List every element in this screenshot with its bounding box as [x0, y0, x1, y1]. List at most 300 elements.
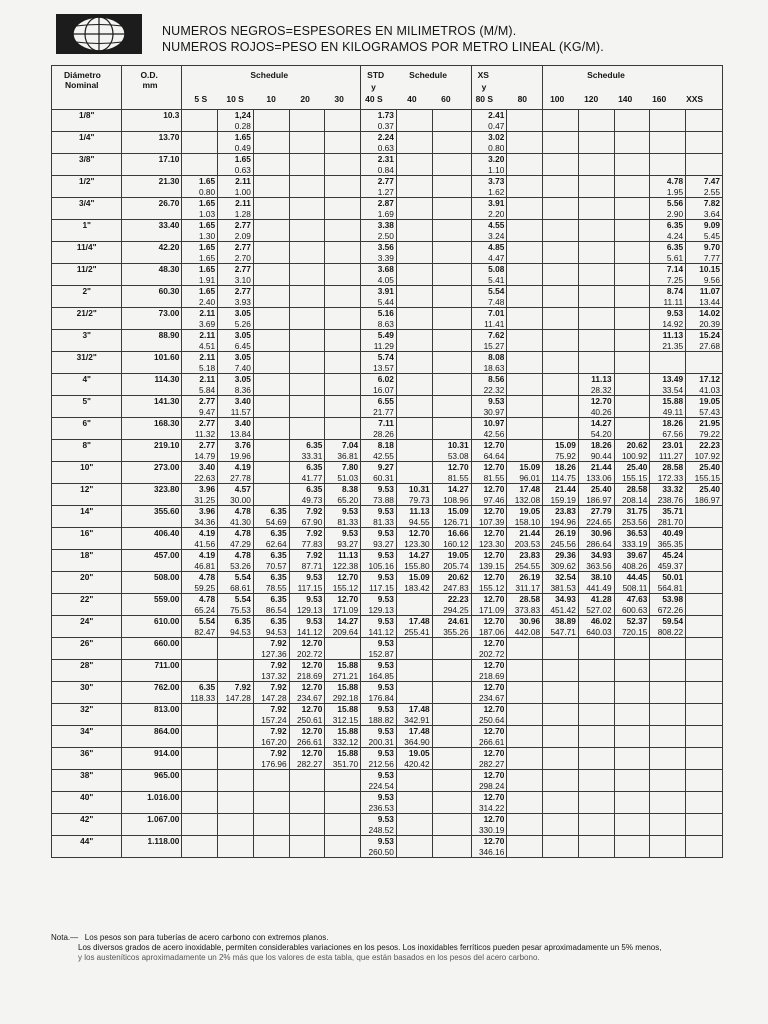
weight-cell: 0.80 [182, 187, 218, 198]
weight-cell [614, 209, 650, 220]
weight-cell: 27.68 [686, 341, 723, 352]
thickness-cell [543, 704, 579, 715]
thickness-cell: 9.70 [686, 242, 723, 253]
thickness-cell: 9.53 [361, 682, 397, 693]
weight-cell [578, 759, 614, 770]
thickness-cell [432, 176, 471, 187]
outside-diameter-cell: 10.3 [122, 110, 182, 132]
thickness-cell: 5.54 [471, 286, 507, 297]
weight-cell [432, 209, 471, 220]
thickness-cell [432, 110, 471, 121]
nominal-diameter-cell: 1/8" [52, 110, 122, 132]
weight-cell: 167.20 [253, 737, 289, 748]
weight-cell [396, 781, 432, 792]
thickness-cell [543, 154, 579, 165]
legend-line-red: NUMEROS ROJOS=PESO EN KILOGRAMOS POR METRO LINEAL (KG/M). [162, 40, 604, 54]
weight-cell [253, 407, 289, 418]
thickness-cell [578, 154, 614, 165]
weight-cell [614, 143, 650, 154]
thickness-cell: 18.26 [578, 440, 614, 451]
thickness-cell [614, 638, 650, 649]
thickness-cell: 11.13 [650, 330, 686, 341]
thickness-cell [325, 814, 361, 825]
weight-cell [578, 363, 614, 374]
thickness-cell: 17.12 [686, 374, 723, 385]
thickness-cell [686, 506, 723, 517]
weight-cell [614, 121, 650, 132]
weight-cell [650, 693, 686, 704]
weight-cell [253, 429, 289, 440]
weight-cell: 9.56 [686, 275, 723, 286]
weight-cell: 260.50 [361, 847, 397, 858]
weight-cell [650, 121, 686, 132]
weight-cell: 60.31 [361, 473, 397, 484]
weight-cell: 8.36 [218, 385, 254, 396]
weight-cell: 41.77 [289, 473, 325, 484]
thickness-cell: 25.40 [578, 484, 614, 495]
weight-cell: 271.21 [325, 671, 361, 682]
thickness-cell [578, 352, 614, 363]
weight-cell: 132.08 [507, 495, 543, 506]
weight-cell [507, 253, 543, 264]
weight-cell [432, 737, 471, 748]
thickness-cell: 18.26 [543, 462, 579, 473]
weight-cell [686, 121, 723, 132]
weight-cell: 3.93 [218, 297, 254, 308]
thickness-cell: 10.31 [396, 484, 432, 495]
weight-cell: 30.97 [471, 407, 507, 418]
weight-cell: 65.20 [325, 495, 361, 506]
thickness-cell: 52.37 [614, 616, 650, 627]
thickness-cell: 12.70 [289, 704, 325, 715]
weight-cell [253, 209, 289, 220]
outside-diameter-cell: 965.00 [122, 770, 182, 792]
weight-cell: 100.92 [614, 451, 650, 462]
thickness-cell [325, 198, 361, 209]
weight-cell [289, 781, 325, 792]
weight-cell [289, 121, 325, 132]
thickness-cell: 33.32 [650, 484, 686, 495]
weight-cell [543, 165, 579, 176]
weight-cell: 28.32 [578, 385, 614, 396]
outside-diameter-cell: 323.80 [122, 484, 182, 506]
thickness-cell [432, 660, 471, 671]
weight-cell [289, 803, 325, 814]
thickness-cell: 27.79 [578, 506, 614, 517]
weight-cell: 13.57 [361, 363, 397, 374]
nominal-diameter-cell: 24" [52, 616, 122, 638]
thickness-cell [253, 330, 289, 341]
weight-cell [432, 649, 471, 660]
thickness-cell [396, 638, 432, 649]
weight-cell: 81.33 [361, 517, 397, 528]
thickness-cell [325, 154, 361, 165]
thickness-cell [578, 330, 614, 341]
thickness-cell [686, 660, 723, 671]
table-row [52, 748, 723, 759]
table-row [52, 440, 723, 451]
weight-cell: 0.84 [361, 165, 397, 176]
thickness-cell [289, 836, 325, 847]
weight-cell: 9.47 [182, 407, 218, 418]
thickness-cell: 5.74 [361, 352, 397, 363]
weight-cell: 3.24 [471, 231, 507, 242]
weight-cell [396, 605, 432, 616]
weight-cell: 202.72 [289, 649, 325, 660]
thickness-cell [650, 836, 686, 847]
note-label: Nota.— [51, 933, 79, 942]
weight-cell: 11.29 [361, 341, 397, 352]
thickness-cell: 12.70 [325, 594, 361, 605]
thickness-cell [253, 286, 289, 297]
weight-cell [396, 121, 432, 132]
weight-cell [507, 143, 543, 154]
weight-cell: 311.17 [507, 583, 543, 594]
thickness-cell: 8.08 [471, 352, 507, 363]
thickness-cell [325, 110, 361, 121]
weight-cell: 1.27 [361, 187, 397, 198]
thickness-cell: 15.09 [543, 440, 579, 451]
weight-cell: 202.72 [471, 649, 507, 660]
weight-cell: 155.15 [614, 473, 650, 484]
thickness-cell [396, 330, 432, 341]
thickness-cell: 10.97 [471, 418, 507, 429]
thickness-cell: 23.01 [650, 440, 686, 451]
thickness-cell [432, 638, 471, 649]
thickness-cell: 4.78 [182, 594, 218, 605]
thickness-cell [578, 770, 614, 781]
weight-cell: 247.83 [432, 583, 471, 594]
thickness-cell [253, 198, 289, 209]
thickness-cell: 6.35 [253, 594, 289, 605]
weight-cell: 808.22 [650, 627, 686, 638]
thickness-cell: 10.31 [432, 440, 471, 451]
table-row [52, 726, 723, 737]
table-row [52, 638, 723, 649]
thickness-cell: 20.62 [432, 572, 471, 583]
weight-cell [507, 825, 543, 836]
thickness-cell [507, 286, 543, 297]
weight-cell: 4.47 [471, 253, 507, 264]
thickness-cell [686, 836, 723, 847]
weight-cell [578, 825, 614, 836]
thickness-cell [650, 352, 686, 363]
thickness-cell: 31.75 [614, 506, 650, 517]
thickness-cell: 2.77 [218, 264, 254, 275]
thickness-cell [543, 792, 579, 803]
thickness-cell [325, 132, 361, 143]
thickness-cell [507, 308, 543, 319]
weight-cell: 3.10 [218, 275, 254, 286]
nominal-diameter-cell: 22" [52, 594, 122, 616]
weight-cell: 70.57 [253, 561, 289, 572]
weight-cell [432, 341, 471, 352]
weight-cell: 47.29 [218, 539, 254, 550]
thickness-cell: 14.27 [325, 616, 361, 627]
weight-cell: 640.03 [578, 627, 614, 638]
weight-cell [432, 847, 471, 858]
thickness-cell: 44.45 [614, 572, 650, 583]
thickness-cell [650, 154, 686, 165]
weight-cell: 1.95 [650, 187, 686, 198]
nominal-diameter-cell: 34" [52, 726, 122, 748]
thickness-cell: 2.77 [218, 220, 254, 231]
weight-cell [396, 231, 432, 242]
thickness-cell [432, 814, 471, 825]
table-row [52, 198, 723, 209]
thickness-cell: 9.53 [289, 616, 325, 627]
weight-cell: 13.84 [218, 429, 254, 440]
thickness-cell: 21.95 [686, 418, 723, 429]
weight-cell [432, 803, 471, 814]
weight-cell: 248.52 [361, 825, 397, 836]
weight-cell [650, 363, 686, 374]
thickness-cell: 40.49 [650, 528, 686, 539]
thickness-cell [253, 770, 289, 781]
thickness-cell: 12.70 [289, 638, 325, 649]
weight-cell [543, 253, 579, 264]
thickness-cell: 30.96 [507, 616, 543, 627]
weight-cell: 51.03 [325, 473, 361, 484]
thickness-cell [650, 704, 686, 715]
weight-cell: 79.22 [686, 429, 723, 440]
thickness-cell [507, 198, 543, 209]
weight-cell [507, 649, 543, 660]
weight-cell: 7.25 [650, 275, 686, 286]
thickness-cell: 2.11 [182, 308, 218, 319]
outside-diameter-cell: 864.00 [122, 726, 182, 748]
weight-cell: 188.82 [361, 715, 397, 726]
table-row [52, 682, 723, 693]
thickness-cell: 12.70 [396, 528, 432, 539]
weight-cell: 171.09 [471, 605, 507, 616]
thickness-cell: 2.11 [182, 374, 218, 385]
thickness-cell: 50.01 [650, 572, 686, 583]
thickness-cell: 3.68 [361, 264, 397, 275]
weight-cell [182, 803, 218, 814]
weight-cell [396, 473, 432, 484]
weight-cell [325, 385, 361, 396]
weight-cell: 8.63 [361, 319, 397, 330]
weight-cell: 255.41 [396, 627, 432, 638]
weight-cell [396, 275, 432, 286]
weight-cell [253, 803, 289, 814]
thickness-cell [614, 396, 650, 407]
table-row [52, 836, 723, 847]
weight-cell: 28.26 [361, 429, 397, 440]
thickness-cell: 2.77 [182, 440, 218, 451]
thickness-cell [614, 264, 650, 275]
weight-cell: 365.35 [650, 539, 686, 550]
thickness-cell: 11.07 [686, 286, 723, 297]
weight-cell: 139.15 [471, 561, 507, 572]
weight-cell: 64.64 [471, 451, 507, 462]
weight-cell [614, 187, 650, 198]
thickness-cell [396, 682, 432, 693]
weight-cell [614, 319, 650, 330]
thickness-cell [432, 132, 471, 143]
thickness-cell: 46.02 [578, 616, 614, 627]
thickness-cell [253, 220, 289, 231]
thickness-cell [289, 220, 325, 231]
weight-cell [650, 715, 686, 726]
thickness-cell [253, 792, 289, 803]
table-row [52, 418, 723, 429]
thickness-cell [650, 110, 686, 121]
weight-cell: 11.57 [218, 407, 254, 418]
thickness-cell: 12.70 [289, 660, 325, 671]
weight-cell: 234.67 [289, 693, 325, 704]
weight-cell: 94.53 [253, 627, 289, 638]
weight-cell: 46.81 [182, 561, 218, 572]
thickness-cell [650, 682, 686, 693]
nominal-diameter-cell: 12" [52, 484, 122, 506]
weight-cell: 42.55 [361, 451, 397, 462]
thickness-cell: 6.02 [361, 374, 397, 385]
weight-cell [289, 341, 325, 352]
thickness-cell: 12.70 [471, 506, 507, 517]
weight-cell: 21.35 [650, 341, 686, 352]
thickness-cell [218, 748, 254, 759]
thickness-cell: 1.65 [182, 286, 218, 297]
table-row [52, 572, 723, 583]
thickness-cell: 9.53 [325, 528, 361, 539]
thickness-cell: 29.36 [543, 550, 579, 561]
weight-cell: 33.54 [650, 385, 686, 396]
weight-cell [543, 275, 579, 286]
weight-cell [396, 671, 432, 682]
weight-cell: 97.46 [471, 495, 507, 506]
weight-cell: 171.09 [325, 605, 361, 616]
thickness-cell: 47.63 [614, 594, 650, 605]
weight-cell [325, 143, 361, 154]
thickness-cell [614, 792, 650, 803]
thickness-cell: 9.53 [289, 572, 325, 583]
thickness-cell [543, 308, 579, 319]
nominal-diameter-cell: 3/4" [52, 198, 122, 220]
legend-line-black: NUMEROS NEGROS=ESPESORES EN MILIMETROS (M/M). [162, 24, 517, 38]
weight-cell [432, 275, 471, 286]
nominal-diameter-cell: 10" [52, 462, 122, 484]
outside-diameter-cell: 42.20 [122, 242, 182, 264]
thickness-cell [218, 836, 254, 847]
thickness-cell [507, 704, 543, 715]
weight-cell [218, 715, 254, 726]
weight-cell: 114.75 [543, 473, 579, 484]
weight-cell: 253.56 [614, 517, 650, 528]
weight-cell [686, 165, 723, 176]
weight-cell: 218.69 [471, 671, 507, 682]
table-body [52, 110, 723, 858]
weight-cell [686, 759, 723, 770]
weight-cell: 200.31 [361, 737, 397, 748]
thickness-cell: 15.24 [686, 330, 723, 341]
weight-cell [507, 781, 543, 792]
thickness-cell: 2.77 [361, 176, 397, 187]
table-row [52, 550, 723, 561]
thickness-cell [507, 836, 543, 847]
weight-cell: 107.92 [686, 451, 723, 462]
note-line-1 [51, 933, 329, 942]
weight-cell [507, 693, 543, 704]
thickness-cell: 6.35 [253, 506, 289, 517]
weight-cell [253, 121, 289, 132]
weight-cell [432, 715, 471, 726]
weight-cell [218, 671, 254, 682]
thickness-cell: 17.48 [507, 484, 543, 495]
weight-cell [253, 781, 289, 792]
weight-cell [325, 319, 361, 330]
weight-cell [507, 407, 543, 418]
table-row [52, 660, 723, 671]
outside-diameter-cell: 13.70 [122, 132, 182, 154]
outside-diameter-cell: 1.016.00 [122, 792, 182, 814]
thickness-cell [182, 836, 218, 847]
thickness-cell [578, 264, 614, 275]
thickness-cell: 9.53 [361, 660, 397, 671]
weight-cell: 0.63 [361, 143, 397, 154]
thickness-cell [396, 220, 432, 231]
outside-diameter-cell: 508.00 [122, 572, 182, 594]
thickness-cell: 3.40 [182, 462, 218, 473]
thickness-cell: 4.78 [218, 506, 254, 517]
thickness-cell: 15.88 [325, 660, 361, 671]
thickness-cell: 2.77 [182, 418, 218, 429]
thickness-cell [182, 660, 218, 671]
thickness-cell [614, 242, 650, 253]
thickness-cell [218, 638, 254, 649]
thickness-cell [325, 770, 361, 781]
weight-cell [432, 165, 471, 176]
thickness-cell [578, 198, 614, 209]
weight-cell [396, 825, 432, 836]
thickness-cell: 19.05 [396, 748, 432, 759]
thickness-cell: 15.88 [325, 726, 361, 737]
thickness-cell [686, 792, 723, 803]
weight-cell [396, 165, 432, 176]
thickness-cell: 9.53 [361, 814, 397, 825]
thickness-cell [396, 264, 432, 275]
weight-cell: 408.26 [614, 561, 650, 572]
thickness-cell [543, 330, 579, 341]
thickness-cell [289, 242, 325, 253]
weight-cell: 40.26 [578, 407, 614, 418]
thickness-cell: 21.44 [578, 462, 614, 473]
weight-cell: 209.64 [325, 627, 361, 638]
thickness-cell: 6.35 [650, 242, 686, 253]
thickness-cell: 2.77 [218, 286, 254, 297]
thickness-cell: 4.55 [471, 220, 507, 231]
thickness-cell: 22.23 [686, 440, 723, 451]
thickness-cell: 7.04 [325, 440, 361, 451]
weight-cell: 19.96 [218, 451, 254, 462]
weight-cell [686, 605, 723, 616]
weight-cell: 172.33 [650, 473, 686, 484]
thickness-cell [432, 374, 471, 385]
thickness-cell: 2.77 [218, 242, 254, 253]
weight-cell [507, 759, 543, 770]
weight-cell [325, 407, 361, 418]
thickness-cell: 15.88 [325, 682, 361, 693]
weight-cell [325, 209, 361, 220]
weight-cell: 7.48 [471, 297, 507, 308]
weight-cell [289, 297, 325, 308]
thickness-cell [182, 726, 218, 737]
weight-cell: 2.55 [686, 187, 723, 198]
thickness-cell [543, 682, 579, 693]
thickness-cell [325, 264, 361, 275]
weight-cell: 363.56 [578, 561, 614, 572]
